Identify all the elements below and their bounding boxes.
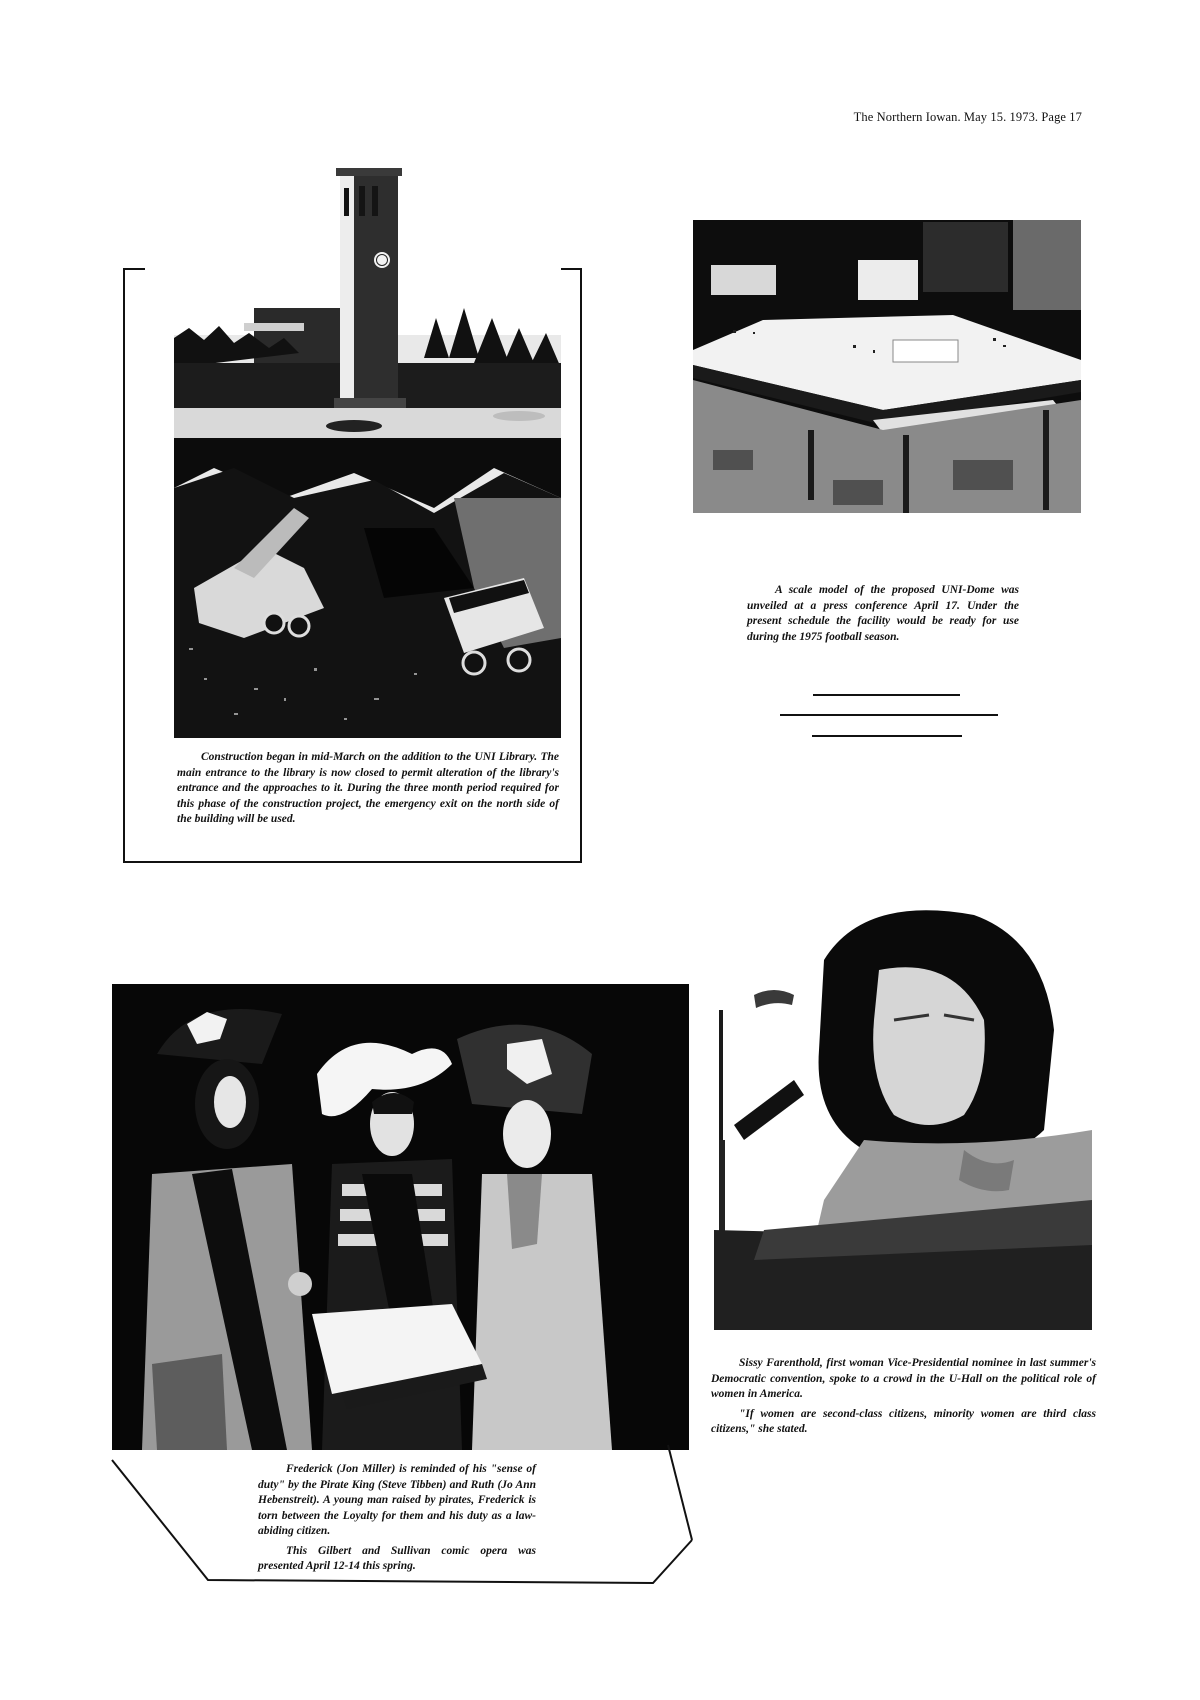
caption-text: A scale model of the proposed UNI-Dome was unveiled at a press conference April 17. Under the present schedule the facility would be ready for use during the 1975 football season. [747, 584, 1019, 643]
frame-border [123, 861, 582, 863]
photo-illustration [112, 984, 689, 1450]
divider-rule [780, 714, 998, 716]
uni-dome-model-photo [693, 220, 1081, 513]
photo-illustration [174, 168, 561, 738]
caption-paragraph: Frederick (Jon Miller) is reminded of his "sense of duty" by the Pirate King (Steve Tibben) and Ruth (Jo Ann Hebenstreit). A young man raised by pirates, Frederick is torn between the Loyalty for them and his duty as a law-abiding citizen. [258, 1463, 536, 1537]
sissy-farenthold-photo [714, 900, 1092, 1330]
caption-text: Construction began in mid-March on the addition to the UNI Library. The main entrance to the library is now closed to permit alteration of the library's entrance and the approaches to it. During the three month period required for this phase of the construction project, the emergency exit on the north side of the building will be used. [177, 751, 559, 825]
frame-border [123, 268, 125, 863]
divider-rule [813, 694, 960, 696]
divider-rule [812, 735, 962, 737]
caption-paragraph: "If women are second-class citizens, minority women are third class citizens," she stated. [711, 1407, 1096, 1435]
library-caption [177, 750, 559, 832]
photo-illustration [693, 220, 1081, 513]
page-header: The Northern Iowan. May 15. 1973. Page 17 [853, 110, 1082, 124]
dome-caption [747, 583, 1019, 649]
pirates-caption [258, 1462, 536, 1579]
caption-paragraph: Sissy Farenthold, first woman Vice-Presidential nominee in last summer's Democratic convention, spoke to a crowd in the U-Hall on the political role of women in America. [711, 1357, 1096, 1400]
pirates-of-penzance-photo [112, 984, 689, 1450]
caption-paragraph: This Gilbert and Sullivan comic opera was presented April 12-14 this spring. [258, 1544, 536, 1572]
library-construction-photo [174, 168, 561, 738]
frame-border [123, 268, 145, 270]
farenthold-caption [711, 1356, 1096, 1442]
frame-border [560, 268, 582, 270]
frame-border [580, 268, 582, 863]
photo-illustration [714, 900, 1092, 1330]
